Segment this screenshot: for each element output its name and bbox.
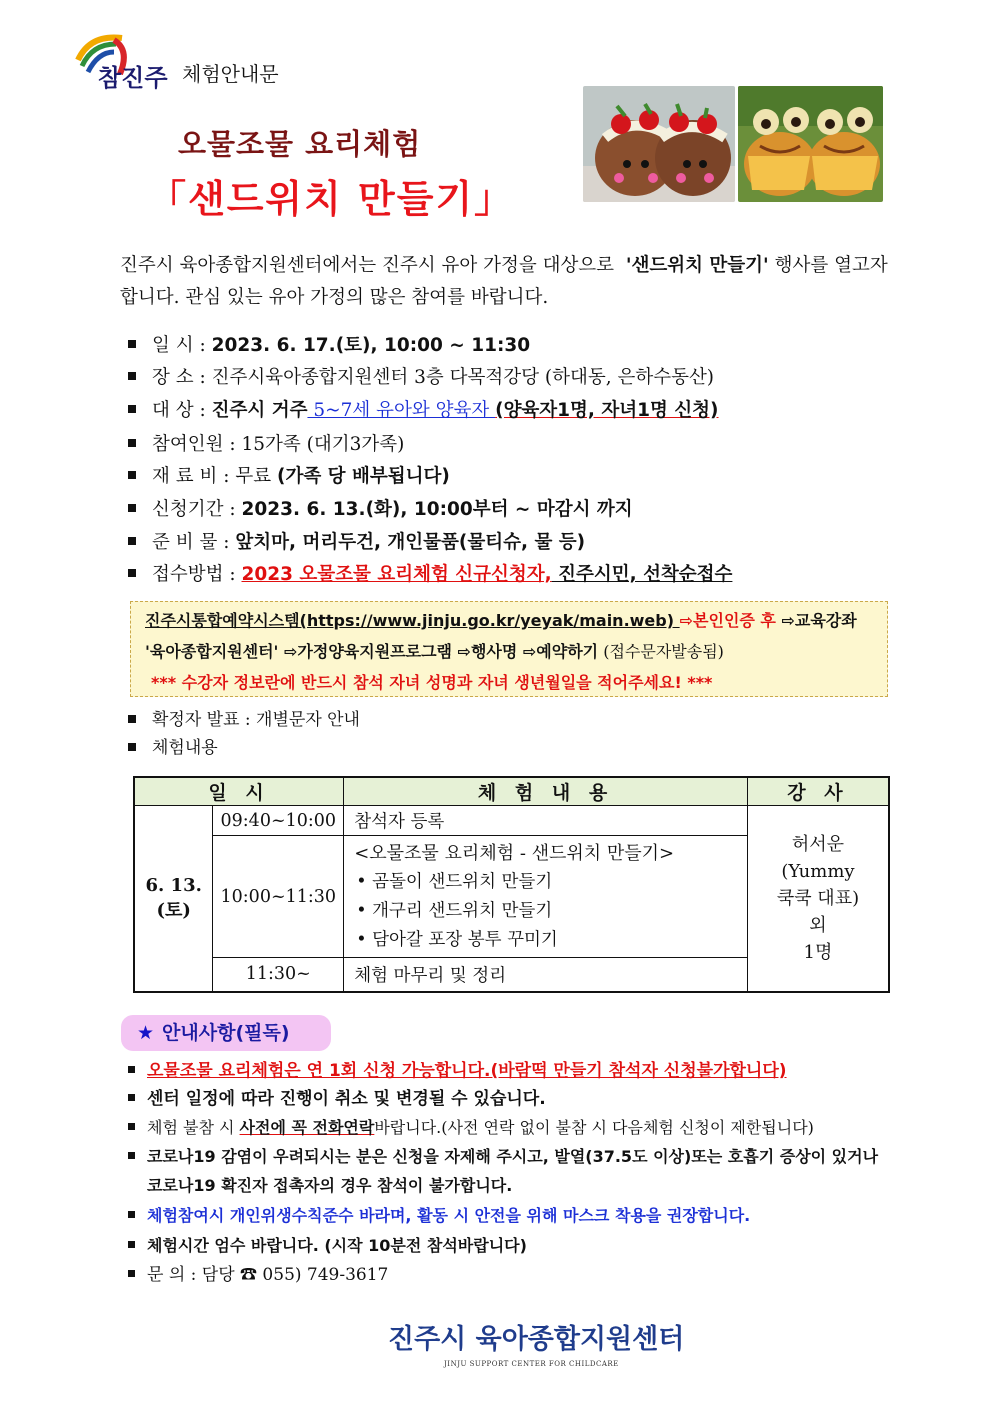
info-method-label: 접수방법 : xyxy=(152,564,236,585)
document-type: 체험안내문 xyxy=(182,62,279,86)
content-bullet: • 곰돌이 샌드위치 만들기 xyxy=(356,871,553,892)
bullet-square xyxy=(128,439,136,447)
info-target-label: 대 상 : xyxy=(152,400,206,421)
notice-title: 안내사항(필독) xyxy=(162,1022,290,1044)
notice-item-continued xyxy=(147,1173,512,1199)
info-place xyxy=(128,365,714,391)
content-bullet: • 개구리 샌드위치 만들기 xyxy=(356,900,553,921)
info-method xyxy=(128,562,732,588)
info-method-a: 2023 오물조물 요리체험 신규신청자, xyxy=(241,564,552,585)
notice-item xyxy=(128,1115,814,1141)
bullet-square xyxy=(128,1211,135,1218)
intro-paragraph xyxy=(120,250,900,314)
bullet-square xyxy=(128,1123,135,1130)
content-cell: 체험 마무리 및 정리 xyxy=(344,958,748,992)
schedule-date: 6. 13. xyxy=(145,874,202,896)
bullet-square xyxy=(128,1094,135,1101)
info-target-b: 5~7세 유아와 양육자 xyxy=(307,400,496,421)
info-apply-label: 신청기간 : xyxy=(152,499,236,520)
intro-highlight: '샌드위치 만들기' xyxy=(625,255,769,276)
reservation-line-2 xyxy=(145,639,724,662)
notice-item xyxy=(128,1144,878,1170)
reservation-link[interactable]: 진주시통합예약시스템(https://www.jinju.go.kr/yeyak/main.web) xyxy=(145,611,680,630)
info-prep xyxy=(128,530,585,556)
notice-item xyxy=(128,1233,527,1259)
info-count xyxy=(128,432,404,458)
instructor-line: (Yummy xyxy=(781,860,855,882)
notice-text: 코로나19 감염이 우려되시는 분은 신청을 자제해 주시고, 발열(37.5도 이상)또는 호흡기 증상이 있거나 xyxy=(147,1147,879,1166)
info-target-c: (양육자1명, 자녀1명 신청) xyxy=(495,400,719,421)
announce-content xyxy=(128,735,218,761)
info-place-value: 진주시육아종합지원센터 3층 다목적강당 (하대동, 은하수동산) xyxy=(211,367,715,388)
notice-text: 체험 불참 시 xyxy=(147,1118,240,1137)
content-bullet: • 담아갈 포장 봉투 꾸미기 xyxy=(356,929,558,950)
notice-item xyxy=(128,1058,787,1084)
notice-text: 체험참여시 개인위생수칙준수 바라며, 활동 시 안전을 위해 마스크 착용을 권장합니다. xyxy=(147,1206,751,1225)
content-heading: <오물조물 요리체험 - 샌드위치 만들기> xyxy=(354,842,675,864)
intro-text-2: 행사를 열고자 합니다. 관심 있는 유아 가정의 많은 참여를 바랍니다. xyxy=(120,255,888,308)
bear-sandwich-photo xyxy=(583,86,735,202)
info-count-value: 15가족 (대기3가족) xyxy=(241,434,405,455)
event-subtitle: 「샌드위치 만들기」 xyxy=(148,177,515,221)
bullet-square xyxy=(128,1066,135,1073)
header-datetime: 일 시 xyxy=(134,777,344,806)
notice-text: 바랍니다.(사전 연락 없이 불참 시 다음체험 신청이 제한됩니다) xyxy=(374,1118,814,1137)
info-apply-value: 2023. 6. 13.(화), 10:00부터 ~ 마감시 까지 xyxy=(241,499,633,520)
schedule-date-cell xyxy=(134,806,213,992)
bullet-square xyxy=(128,340,136,348)
reservation-step-auth: ⇨본인인증 후 xyxy=(679,611,782,630)
notice-text: 코로나19 확진자 접촉자의 경우 참석이 불가합니다. xyxy=(147,1176,513,1195)
time-cell: 09:40~10:00 xyxy=(213,806,344,836)
svg-text:참진주: 참진주 xyxy=(98,64,168,92)
bullet-square xyxy=(128,1152,135,1159)
announce-label: 확정자 발표 : 개별문자 안내 xyxy=(152,710,360,730)
event-title: 오물조물 요리체험 xyxy=(178,127,422,161)
bullet-square xyxy=(128,743,136,751)
info-date-value: 2023. 6. 17.(토), 10:00 ~ 11:30 xyxy=(211,335,531,356)
instructor-line: 외 xyxy=(809,914,827,936)
svg-text:JINJU SUPPORT CENTER FOR CHILD: JINJU SUPPORT CENTER FOR CHILDCARE xyxy=(444,1360,619,1368)
notice-text: 오물조물 요리체험은 연 1회 신청 가능합니다.(바람떡 만들기 참석자 신청불가합니다) xyxy=(147,1061,787,1081)
notice-badge xyxy=(121,1015,331,1051)
info-target xyxy=(128,398,719,424)
notice-item xyxy=(128,1203,750,1229)
info-target-a: 진주시 거주 xyxy=(211,400,308,421)
schedule-day: (토) xyxy=(156,899,191,921)
header-instructor: 강 사 xyxy=(747,777,889,806)
bullet-square xyxy=(128,569,136,577)
instructor-cell xyxy=(747,806,889,992)
info-date-label: 일 시 : xyxy=(152,335,206,356)
svg-text:진주시 육아종합지원센터: 진주시 육아종합지원센터 xyxy=(388,1324,685,1355)
info-prep-value: 앞치마, 머리두건, 개인물품(물티슈, 물 등) xyxy=(235,532,586,553)
intro-text-1: 진주시 육아종합지원센터에서는 진주시 유아 가정을 대상으로 xyxy=(120,255,615,276)
info-fee-value-b: (가족 당 배부됩니다) xyxy=(277,466,450,487)
bullet-square xyxy=(128,405,136,413)
frog-sandwich-photo xyxy=(738,86,883,202)
bullet-square xyxy=(128,471,136,479)
content-cell xyxy=(344,836,748,958)
instructor-line: 1명 xyxy=(803,941,833,963)
info-place-label: 장 소 : xyxy=(152,367,206,388)
instructor-line: 쿡쿡 대표) xyxy=(776,887,860,909)
reservation-step-course: ⇨교육강좌 xyxy=(781,611,857,630)
info-count-label: 참여인원 : xyxy=(152,434,236,455)
reservation-steps: '육아종합지원센터' ⇨가정양육지원프로그램 ⇨행사명 ⇨예약하기 xyxy=(145,642,599,661)
info-fee-value-a: 무료 xyxy=(235,466,272,487)
schedule-table xyxy=(133,776,890,993)
instructor-line: 허서운 xyxy=(791,833,845,855)
header-content: 체 험 내 용 xyxy=(344,777,748,806)
notice-text: 센터 일정에 따라 진행이 취소 및 변경될 수 있습니다. xyxy=(147,1089,546,1109)
contact-text: 문 의 : 담당 ☎ 055) 749-3617 xyxy=(147,1265,389,1285)
center-logo xyxy=(388,1314,698,1372)
content-cell: 참석자 등록 xyxy=(344,806,748,836)
info-date xyxy=(128,333,530,359)
announce-result xyxy=(128,707,360,733)
notice-text: 체험시간 엄수 바랍니다. (시작 10분전 참석바랍니다) xyxy=(147,1236,527,1255)
notice-text-emphasis: 사전에 꼭 전화연락 xyxy=(239,1118,375,1137)
reservation-line-1 xyxy=(145,608,857,631)
reservation-sms-note: (접수문자발송됨) xyxy=(598,642,724,661)
jinju-logo xyxy=(70,30,180,92)
bullet-square xyxy=(128,537,136,545)
notice-item xyxy=(128,1086,546,1112)
info-fee-label: 재 료 비 : xyxy=(152,466,230,487)
content-label: 체험내용 xyxy=(152,738,218,758)
reservation-warning: *** 수강자 정보란에 반드시 참석 자녀 성명과 자녀 생년월일을 적어주세요! *** xyxy=(151,673,713,692)
star-icon: ★ xyxy=(137,1022,155,1044)
bullet-square xyxy=(128,504,136,512)
info-prep-label: 준 비 물 : xyxy=(152,532,230,553)
bullet-square xyxy=(128,1241,135,1248)
reservation-box xyxy=(130,601,888,697)
bullet-square xyxy=(128,1270,135,1277)
notice-item xyxy=(128,1262,388,1288)
time-cell: 10:00~11:30 xyxy=(213,836,344,958)
info-fee xyxy=(128,464,450,490)
info-method-b: 진주시민, 선착순접수 xyxy=(551,564,733,585)
info-apply xyxy=(128,497,633,523)
bullet-square xyxy=(128,372,136,380)
bullet-square xyxy=(128,715,136,723)
time-cell: 11:30~ xyxy=(213,958,344,992)
